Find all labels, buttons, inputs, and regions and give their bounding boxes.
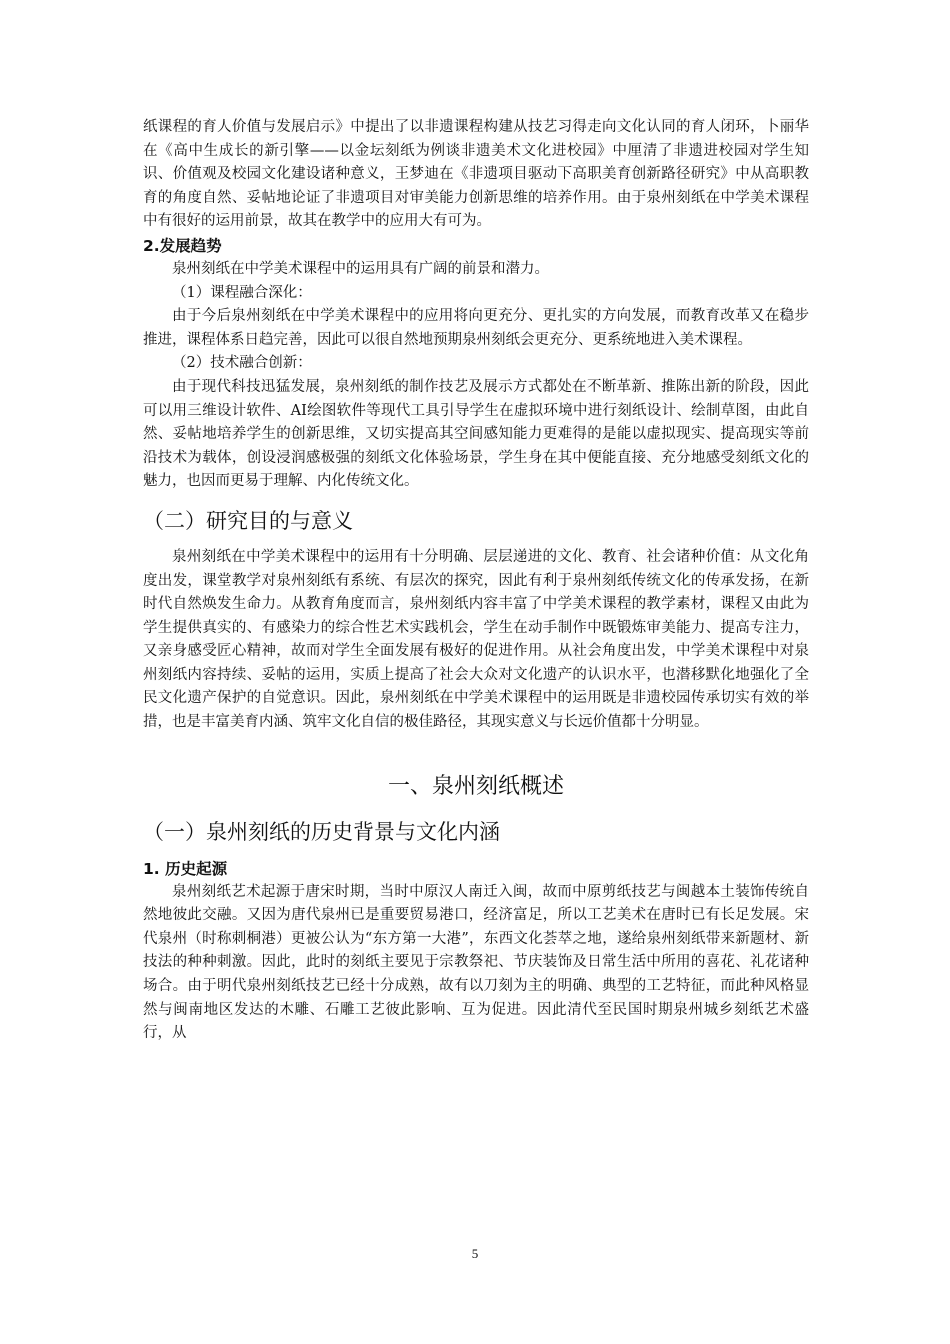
paragraph-research-purpose: 泉州刻纸在中学美术课程中的运用有十分明确、层层递进的文化、教育、社会诸种价值：从文化角度出发，课堂教学对泉州刻纸有系统、有层次的探究，因此有利于泉州刻纸传统文化的传承发扬，在新时代自然焕发生命力。从教育角度而言，泉州刻纸内容丰富了中学美术课程的教学素材，课程又由此为学生提供真实的、有感染力的综合性艺术实践机会，学生在动手制作中既锻炼审美能力、提高专注力，又亲身感受匠心精神，故而对学生全面发展有极好的促进作用。从社会角度出发，中学美术课程中对泉州刻纸内容持续、妥帖的运用，实质上提高了社会大众对文化遗产的认识水平，也潜移默化地强化了全民文化遗产保护的自觉意识。因此，泉州刻纸在中学美术课程中的运用既是非遗校园传承切实有效的举措，也是丰富美育内涵、筑牢文化自信的极佳路径，其现实意义与长远价值都十分明显。 (143, 548, 809, 731)
heading-research-purpose: （二）研究目的与意义 (143, 508, 353, 533)
paragraph-trend-intro: 泉州刻纸在中学美术课程中的运用具有广阔的前景和潜力。 (172, 260, 549, 277)
paragraph-historical-origin: 泉州刻纸艺术起源于唐宋时期，当时中原汉人南迁入闽，故而中原剪纸技艺与闽越本土装饰传统自然地彼此交融。又因为唐代泉州已是重要贸易港口，经济富足，所以工艺美术在唐时已有长足发展。宋代泉州（时称刺桐港）更被公认为“东方第一大港”，东西文化荟萃之地，遂给泉州刻纸带来新题材、新技法的种种刺激。因此，此时的刻纸主要见于宗教祭祀、节庆装饰及日常生活中所用的喜花、礼花诸种场合。由于明代泉州刻纸技艺已经十分成熟，故有以刀刻为主的明确、典型的工艺特征，而此种风格显然与闽南地区发达的木雕、石雕工艺彼此影响、互为促进。因此清代至民国时期泉州城乡刻纸艺术盛行，从 (143, 883, 809, 1042)
page-number: 5 (471, 1246, 479, 1261)
page-body (143, 116, 809, 1046)
heading-history-background: （一）泉州刻纸的历史背景与文化内涵 (143, 819, 500, 844)
list-item-curriculum-integration: （1）课程融合深化： (172, 284, 312, 301)
paragraph-technology-integration: 由于现代科技迅猛发展，泉州刻纸的制作技艺及展示方式都处在不断革新、推陈出新的阶段，因此可以用三维设计软件、AI绘图软件等现代工具引导学生在虚拟环境中进行刻纸设计、绘制草图，由此自然、妥帖地培养学生的创新思维，又切实提高其空间感知能力更难得的是能以虚拟现实、提高现实等前沿技术为载体，创设浸润感极强的刻纸文化体验场景，学生身在其中便能直接、充分地感受刻纸文化的魅力，也因而更易于理解、内化传统文化。 (143, 378, 809, 490)
paragraph-curriculum-integration: 由于今后泉州刻纸在中学美术课程中的应用将向更充分、更扎实的方向发展，而教育改革又在稳步推进，课程体系日趋完善，因此可以很自然地预期泉州刻纸会更充分、更系统地进入美术课程。 (143, 308, 809, 348)
heading-historical-origin: 1. 历史起源 (143, 859, 228, 878)
paragraph-literature-review: 纸课程的育人价值与发展启示》中提出了以非遗课程构建从技艺习得走向文化认同的育人闭环，卜丽华在《高中生成长的新引擎——以金坛刻纸为例谈非遗美术文化进校园》中厘清了非遗进校园对学生知识、价值观及校园文化建设诸种意义，王梦迪在《非遗项目驱动下高职美育创新路径研究》中从高职教育的角度自然、妥帖地论证了非遗项目对审美能力创新思维的培养作用。由于泉州刻纸在中学美术课程中有很好的运用前景，故其在教学中的应用大有可为。 (143, 119, 809, 230)
heading-development-trend: 2.发展趋势 (143, 236, 222, 255)
chapter-title: 一、泉州刻纸概述 (387, 773, 564, 799)
list-item-technology-integration: （2）技术融合创新： (172, 355, 312, 372)
